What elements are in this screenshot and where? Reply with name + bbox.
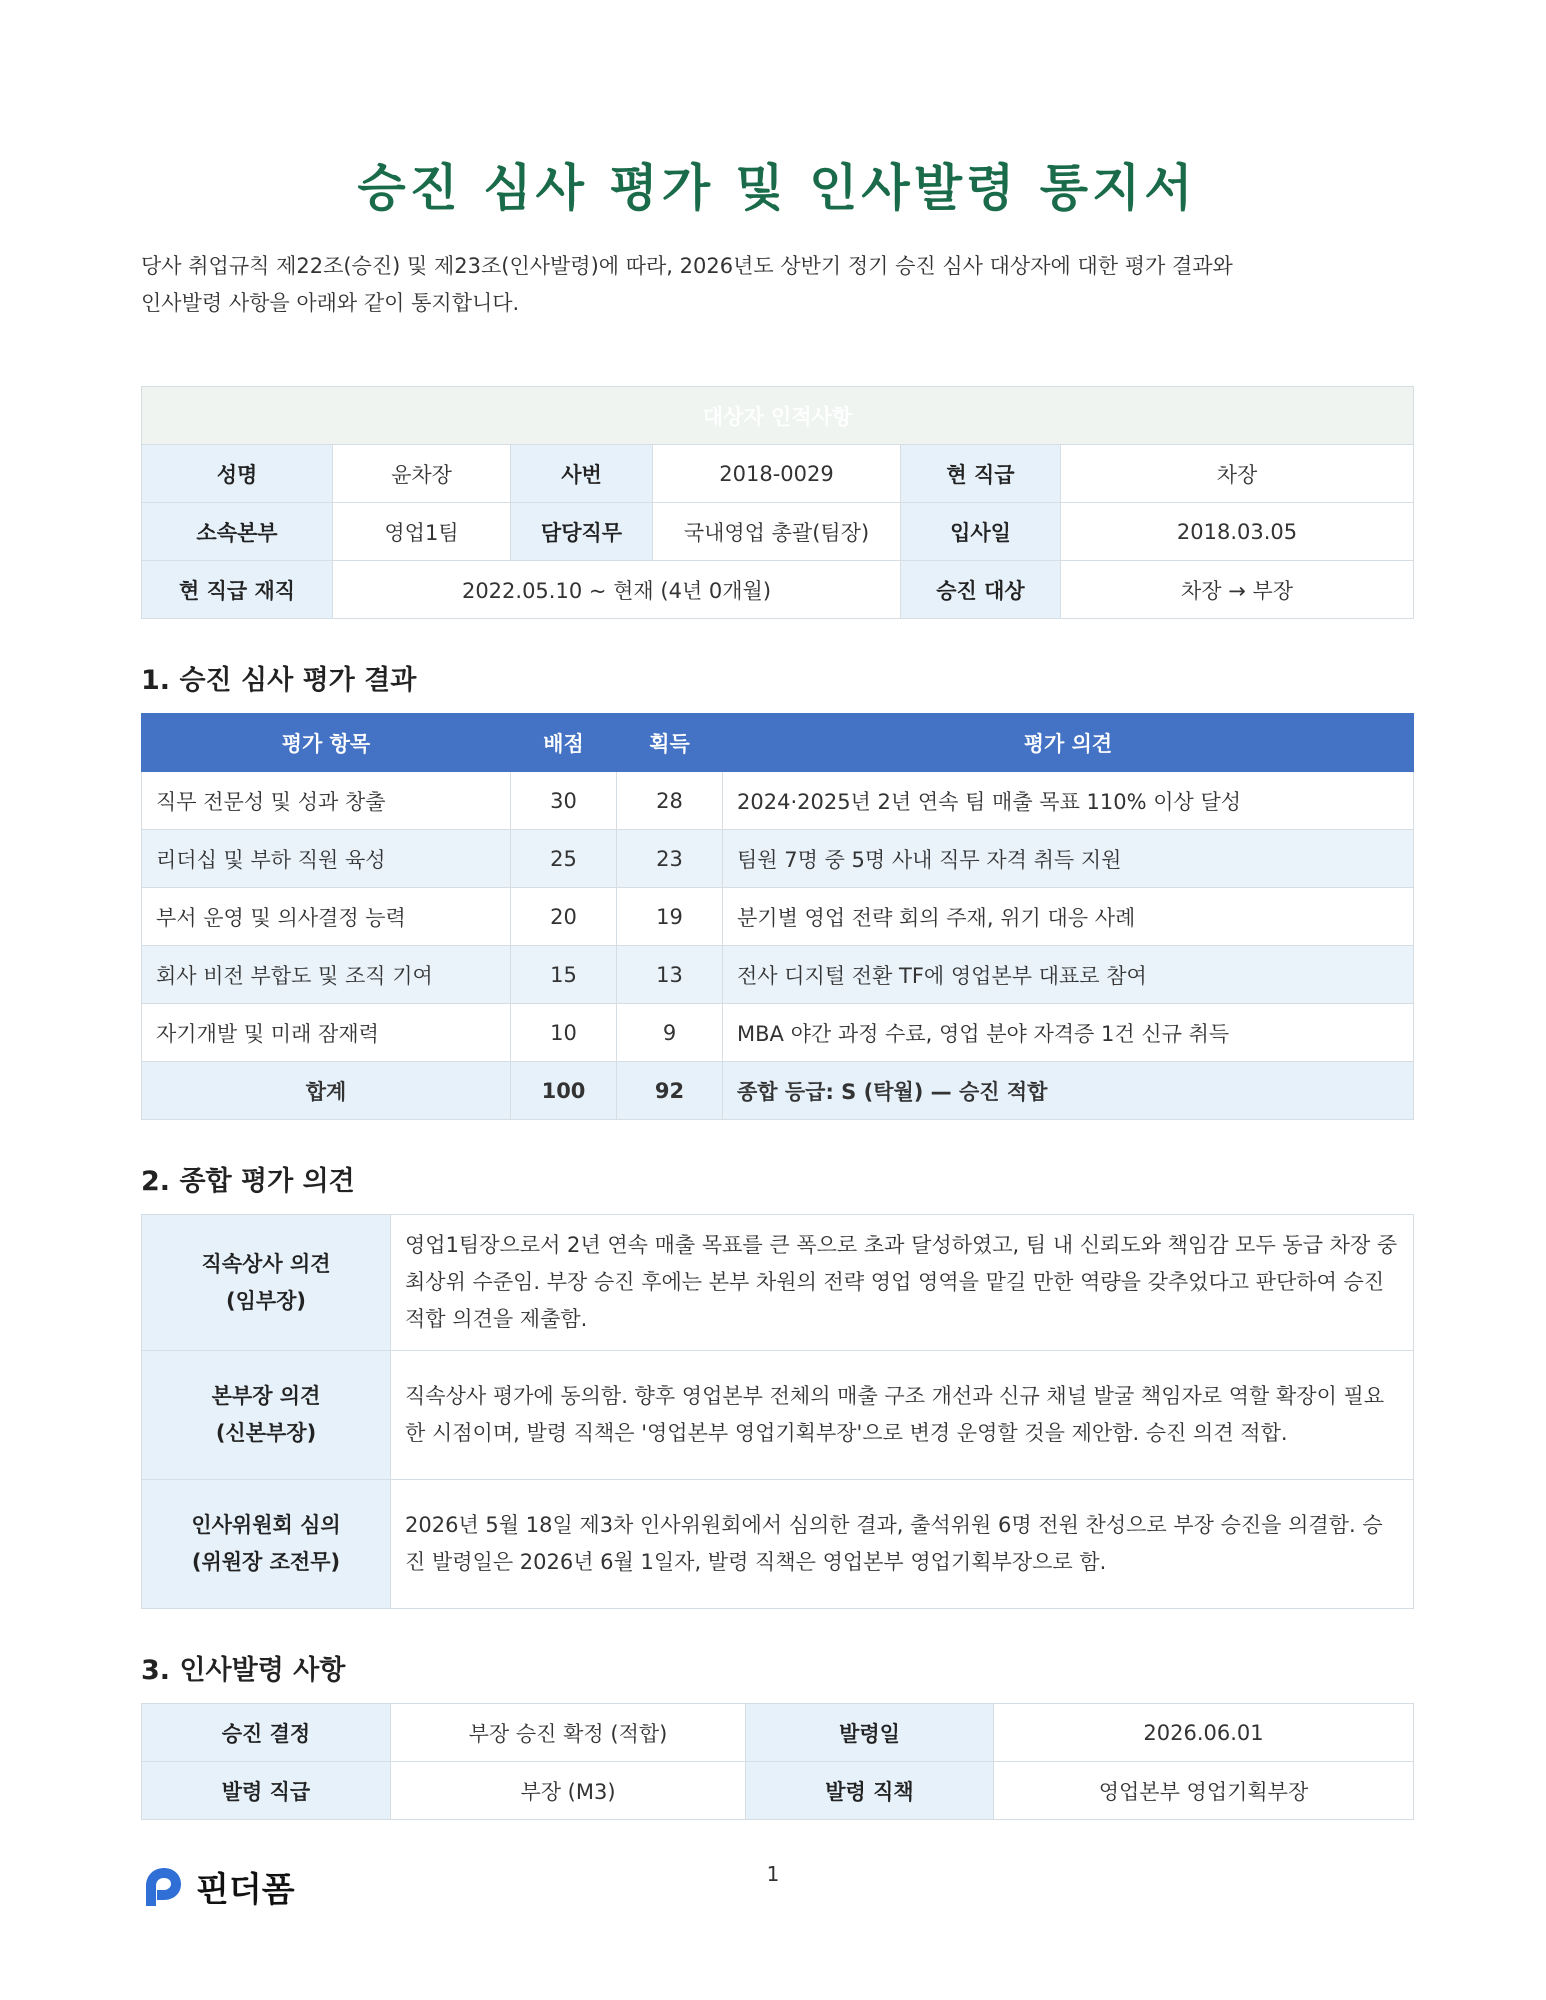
table-row xyxy=(142,888,1414,946)
name-label: 성명 xyxy=(142,445,333,503)
name-value: 윤차장 xyxy=(333,445,511,503)
target-label: 승진 대상 xyxy=(901,561,1061,619)
eval-item: 회사 비전 부합도 및 조직 기여 xyxy=(142,946,511,1004)
eval-comment: 분기별 영업 전략 회의 주재, 위기 대응 사례 xyxy=(723,888,1414,946)
rank-value: 차장 xyxy=(1061,445,1414,503)
profile-table xyxy=(141,386,1414,619)
header-comment: 평가 의견 xyxy=(723,714,1414,772)
intro-line-1: 당사 취업규칙 제22조(승진) 및 제23조(인사발령)에 따라, 2026년도 상반기 정기 승진 심사 대상자에 대한 평가 결과와 xyxy=(141,254,1233,278)
rank-label: 현 직급 xyxy=(901,445,1061,503)
decision-value: 부장 승진 확정 (적합) xyxy=(391,1704,746,1762)
total-max: 100 xyxy=(511,1062,617,1120)
position-label: 발령 직책 xyxy=(746,1762,994,1820)
opinion-label-title: 본부장 의견 xyxy=(211,1384,321,1408)
section-2-heading: 2. 종합 평가 의견 xyxy=(141,1166,355,1197)
join-value: 2018.03.05 xyxy=(1061,503,1414,561)
opinion-label-author: (신본부장) xyxy=(215,1421,317,1445)
position-value: 영업본부 영업기획부장 xyxy=(994,1762,1414,1820)
eval-comment: 2024·2025년 2년 연속 팀 매출 목표 110% 이상 달성 xyxy=(723,772,1414,830)
opinion-label xyxy=(142,1480,391,1609)
date-value: 2026.06.01 xyxy=(994,1704,1414,1762)
document-title: 승진 심사 평가 및 인사발령 통지서 xyxy=(357,159,1197,217)
opinion-row xyxy=(142,1480,1414,1609)
eval-comment: MBA 야간 과정 수료, 영업 분야 자격증 1건 신규 취득 xyxy=(723,1004,1414,1062)
intro-line-2: 인사발령 사항을 아래와 같이 통지합니다. xyxy=(141,291,520,315)
date-label: 발령일 xyxy=(746,1704,994,1762)
page-number: 1 xyxy=(766,1862,780,1886)
division-label: 소속본부 xyxy=(142,503,333,561)
intro-paragraph xyxy=(141,248,1413,322)
opinion-text: 2026년 5월 18일 제3차 인사위원회에서 심의한 결과, 출석위원 6명 전원 찬성으로 부장 승진을 의결함. 승진 발령일은 2026년 6월 1일자, 발령 직책은 영업본부 영업기획부장으로 함. xyxy=(391,1480,1414,1609)
eval-item: 자기개발 및 미래 잠재력 xyxy=(142,1004,511,1062)
eval-comment: 팀원 7명 중 5명 사내 직무 자격 취득 지원 xyxy=(723,830,1414,888)
section-3-heading: 3. 인사발령 사항 xyxy=(141,1655,346,1686)
opinion-label xyxy=(142,1215,391,1351)
division-value: 영업1팀 xyxy=(333,503,511,561)
logo-text: 핀더폼 xyxy=(196,1870,295,1910)
join-label: 입사일 xyxy=(901,503,1061,561)
new-rank-label: 발령 직급 xyxy=(142,1762,391,1820)
table-row xyxy=(142,1004,1414,1062)
eval-max: 15 xyxy=(511,946,617,1004)
eval-item: 직무 전문성 및 성과 창출 xyxy=(142,772,511,830)
decision-label: 승진 결정 xyxy=(142,1704,391,1762)
eval-max: 25 xyxy=(511,830,617,888)
opinion-row xyxy=(142,1215,1414,1351)
table-row xyxy=(142,946,1414,1004)
header-item: 평가 항목 xyxy=(142,714,511,772)
total-comment: 종합 등급: S (탁월) — 승진 적합 xyxy=(723,1062,1414,1120)
eval-score: 13 xyxy=(617,946,723,1004)
opinion-label-title: 인사위원회 심의 xyxy=(191,1513,341,1537)
section-1-heading: 1. 승진 심사 평가 결과 xyxy=(141,665,417,696)
opinion-table xyxy=(141,1214,1414,1609)
emp-no-label: 사번 xyxy=(511,445,653,503)
opinion-label xyxy=(142,1351,391,1480)
eval-max: 20 xyxy=(511,888,617,946)
eval-max: 30 xyxy=(511,772,617,830)
opinion-label-author: (위원장 조전무) xyxy=(191,1550,341,1574)
opinion-label-author: (임부장) xyxy=(225,1288,307,1313)
evaluation-table xyxy=(141,713,1414,1120)
duty-label: 담당직무 xyxy=(511,503,653,561)
table-row xyxy=(142,830,1414,888)
tenure-label: 현 직급 재직 xyxy=(142,561,333,619)
eval-score: 9 xyxy=(617,1004,723,1062)
header-score: 획득 xyxy=(617,714,723,772)
total-label: 합계 xyxy=(142,1062,511,1120)
total-row xyxy=(142,1062,1414,1120)
eval-max: 10 xyxy=(511,1004,617,1062)
header-max: 배점 xyxy=(511,714,617,772)
opinion-text: 직속상사 평가에 동의함. 향후 영업본부 전체의 매출 구조 개선과 신규 채널 발굴 책임자로 역할 확장이 필요한 시점이며, 발령 직책은 '영업본부 영업기획부장'으로 변경 운영할 것을 제안함. 승진 의견 적합. xyxy=(391,1351,1414,1480)
emp-no-value: 2018-0029 xyxy=(653,445,901,503)
eval-score: 23 xyxy=(617,830,723,888)
profile-caption: 대상자 인적사항 xyxy=(142,387,1414,445)
eval-item: 부서 운영 및 의사결정 능력 xyxy=(142,888,511,946)
total-score: 92 xyxy=(617,1062,723,1120)
tenure-value: 2022.05.10 ~ 현재 (4년 0개월) xyxy=(333,561,901,619)
duty-value: 국내영업 총괄(팀장) xyxy=(653,503,901,561)
eval-comment: 전사 디지털 전환 TF에 영업본부 대표로 참여 xyxy=(723,946,1414,1004)
table-row xyxy=(142,772,1414,830)
opinion-label-title: 직속상사 의견 xyxy=(201,1251,331,1276)
target-value: 차장 → 부장 xyxy=(1061,561,1414,619)
eval-score: 28 xyxy=(617,772,723,830)
order-table xyxy=(141,1703,1414,1820)
opinion-row xyxy=(142,1351,1414,1480)
eval-item: 리더십 및 부하 직원 육성 xyxy=(142,830,511,888)
opinion-text: 영업1팀장으로서 2년 연속 매출 목표를 큰 폭으로 초과 달성하였고, 팀 내 신뢰도와 책임감 모두 동급 차장 중 최상위 수준임. 부장 승진 후에는 본부 차원의 전략 영업 영역을 맡길 만한 역량을 갖추었다고 판단하여 승진 적합 의견을 제출함. xyxy=(391,1215,1414,1351)
eval-score: 19 xyxy=(617,888,723,946)
new-rank-value: 부장 (M3) xyxy=(391,1762,746,1820)
